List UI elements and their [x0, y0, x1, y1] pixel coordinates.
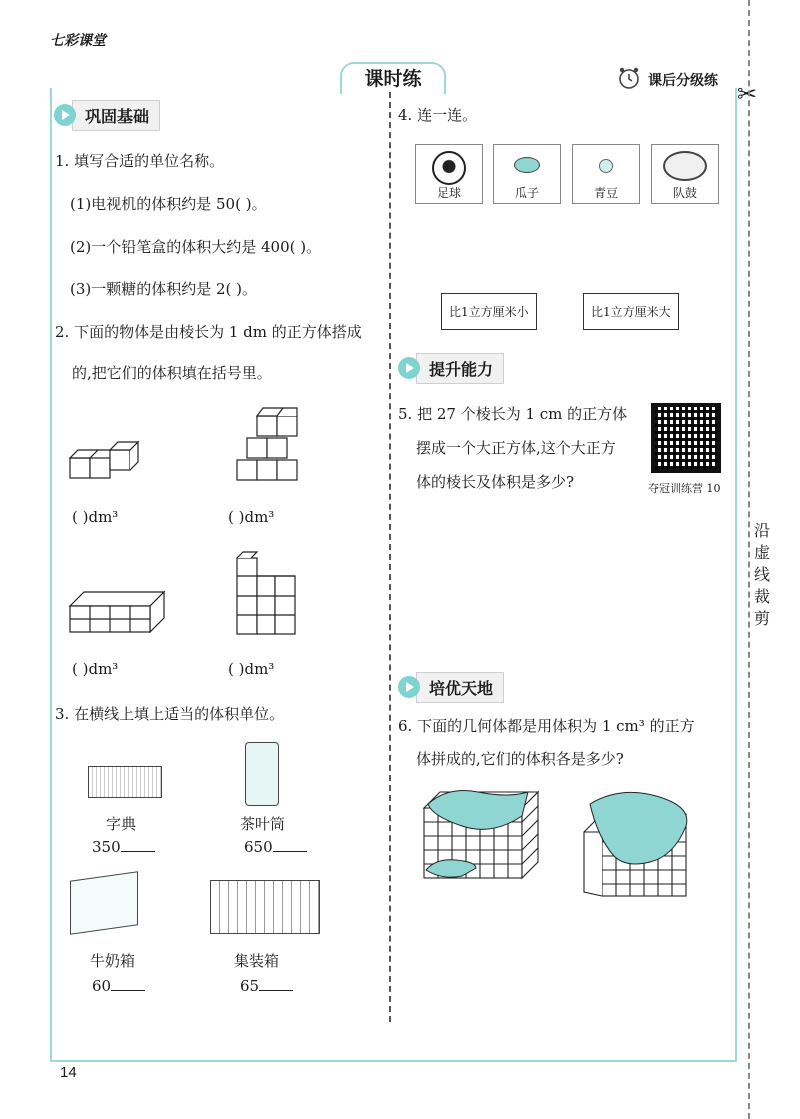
q2-line-2: 的,把它们的体积填在括号里。: [72, 364, 272, 382]
q3-name-1: 字典: [106, 815, 137, 833]
q3-value-3[interactable]: 60: [92, 977, 145, 995]
header-right-title: 课后分级练: [648, 72, 718, 88]
section-improve: 提升能力: [398, 355, 504, 381]
play-icon: [398, 676, 420, 698]
seeds-icon: [514, 157, 540, 173]
q5-line-2: 摆成一个大正方体,这个大正方: [416, 439, 616, 457]
tea-can-image: [245, 742, 279, 806]
section-excel: 培优天地: [398, 674, 504, 700]
option-larger[interactable]: 比1立方厘米大: [583, 293, 679, 330]
q2-blank-2[interactable]: ( )dm³: [228, 508, 275, 526]
cube-figure-2: [233, 400, 303, 490]
cut-line: [748, 0, 750, 1119]
item-football[interactable]: 足球: [415, 144, 483, 204]
q3-value-2[interactable]: 650: [244, 838, 307, 856]
container-image: [210, 880, 320, 934]
q5-line-1: 5. 把 27 个棱长为 1 cm 的正方体: [398, 405, 628, 423]
drum-icon: [663, 151, 707, 181]
q4-stem: 4. 连一连。: [398, 106, 478, 124]
q3-value-1[interactable]: 350: [92, 838, 155, 856]
q2-blank-4[interactable]: ( )dm³: [228, 660, 275, 678]
football-icon: [432, 151, 466, 185]
q1-item-1: (1)电视机的体积约是 50( )。: [70, 195, 267, 213]
scissors-icon: ✂: [737, 80, 758, 108]
q5-line-3: 体的棱长及体积是多少?: [416, 473, 575, 491]
clock-icon: [617, 66, 641, 94]
item-seeds[interactable]: 瓜子: [493, 144, 561, 204]
cut-instruction: 沿虚线裁剪: [753, 521, 770, 628]
cube-figure-3: [68, 586, 168, 636]
cube-figure-4: [233, 548, 303, 638]
section-basic: 巩固基础: [54, 102, 160, 128]
dictionary-image: [88, 766, 162, 798]
option-smaller[interactable]: 比1立方厘米小: [441, 293, 537, 330]
play-icon: [398, 357, 420, 379]
q1-stem: 1. 填写合适的单位名称。: [55, 152, 225, 170]
q2-blank-1[interactable]: ( )dm³: [72, 508, 119, 526]
qr-caption: 夺冠训练营 10: [648, 482, 721, 495]
q2-blank-3[interactable]: ( )dm³: [72, 660, 119, 678]
q6-line-1: 6. 下面的几何体都是用体积为 1 cm³ 的正方: [398, 717, 695, 735]
q3-stem: 3. 在横线上填上适当的体积单位。: [55, 705, 285, 723]
play-icon: [54, 104, 76, 126]
q3-name-3: 牛奶箱: [90, 952, 136, 970]
page-title: 课时练: [340, 62, 446, 94]
milk-box-image: [70, 871, 138, 935]
brand-logo: 七彩课堂: [50, 32, 106, 48]
page-number: 14: [60, 1064, 77, 1081]
column-divider: [389, 92, 391, 1022]
q1-item-3: (3)一颗糖的体积约是 2( )。: [70, 280, 258, 298]
item-drum[interactable]: 队鼓: [651, 144, 719, 204]
q1-item-2: (2)一个铅笔盒的体积大约是 400( )。: [70, 238, 322, 256]
q6-line-2: 体拼成的,它们的体积各是多少?: [416, 750, 624, 768]
qr-code-icon[interactable]: [651, 403, 721, 473]
pea-icon: [599, 159, 613, 173]
item-pea[interactable]: 青豆: [572, 144, 640, 204]
solid-figure-1: [418, 784, 543, 884]
q3-name-2: 茶叶筒: [240, 815, 286, 833]
cube-figure-1: [68, 428, 168, 488]
q3-name-4: 集装箱: [234, 952, 280, 970]
solid-figure-2: [578, 788, 698, 900]
page-frame: [50, 88, 737, 1062]
q2-line-1: 2. 下面的物体是由棱长为 1 dm 的正方体搭成: [55, 323, 362, 341]
q3-value-4[interactable]: 65: [240, 977, 293, 995]
